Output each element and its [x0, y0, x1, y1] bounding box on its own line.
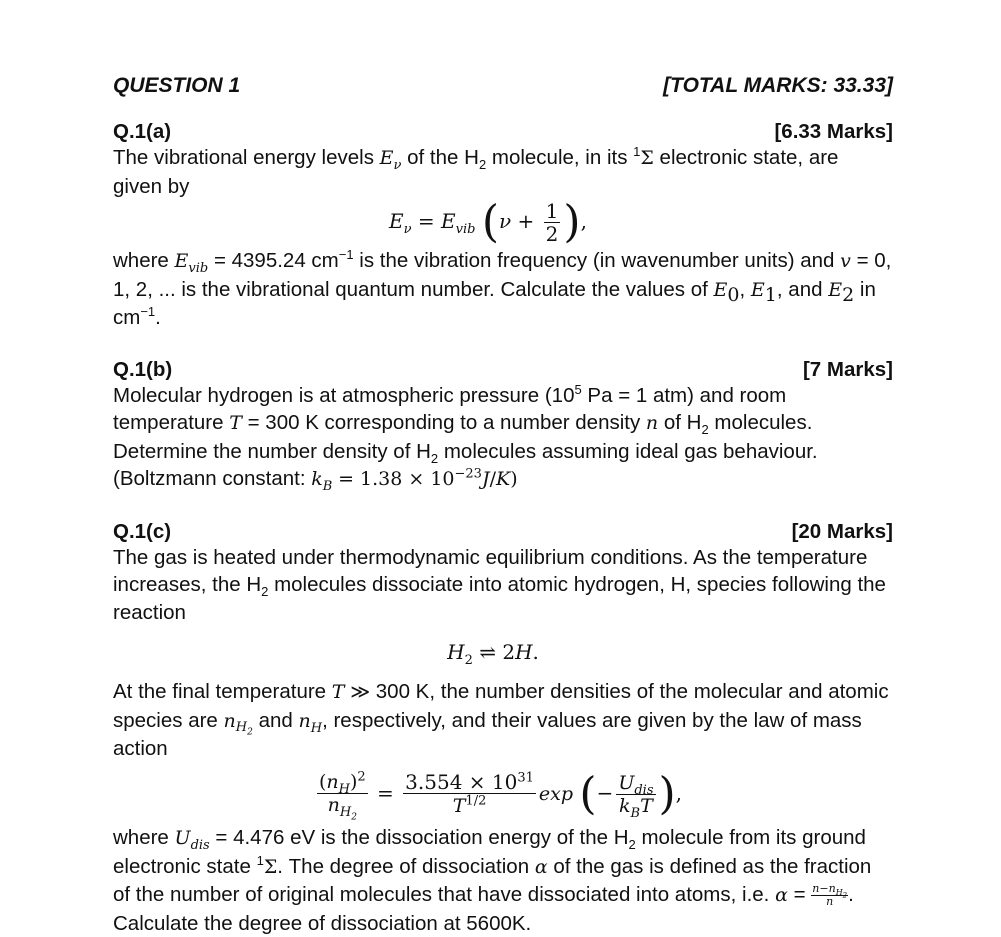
part-c-header [113, 520, 893, 544]
question-header [113, 74, 893, 98]
part-c-where: where $U_{dis} = 4.476$ eV is the dissociation energy of the $H_2$ molecule from its ground electronic state $^1$Σ. The degree of dissociation α of the gas is defined as the fraction of the number of original molecules that have dissociated into atoms, i.e. α = $\frac{n-n_{H_2}}{n}$ . Calculate the degree of dissociation at 5600K. [113, 826, 872, 935]
part-b-text: Molecular hydrogen is at atmospheric pressure ($10^5$ Pa = 1 atm) and room temperature T = 300 K corresponding to a number density n of $H_2$ molecules. Determine the number density of $H_2$ molecules assuming ideal gas behaviour. (Boltzmann constant: $k_B = 1.38 \times 10^{-23}J/K$) [113, 381, 818, 494]
part-a-header [113, 120, 893, 144]
part-b-header [113, 358, 893, 382]
total-marks: [TOTAL MARKS: 33.33] [663, 74, 893, 97]
part-a-where: where $E_{vib} = 4395.24$ $cm^{-1}$ is the vibration frequency (in wavenumber units) and v = 0, 1, 2, ... is the vibrational quantum number. Calculate the values of $E_0$, $E_1$, and $E_2$ in $cm^{-1}$. [113, 247, 892, 329]
part-a-label: Q.1(a) [113, 120, 172, 143]
dissociation-reaction: $H_2$ ⇌ 2H. [447, 640, 539, 668]
part-b-label: Q.1(b) [113, 357, 173, 381]
part-c-intro: The gas is heated under thermodynamic equilibrium conditions. As the temperature increases, the $H_2$ molecules dissociate into atomic hydrogen, H, species following the reaction [113, 545, 886, 624]
question-title: QUESTION 1 [113, 74, 241, 97]
part-a-marks: [6.33 Marks] [774, 120, 893, 143]
question-page [113, 74, 893, 937]
part-b-marks: [7 Marks] [802, 357, 893, 381]
part-c-mass-action-intro: At the final temperature T ≫ 300 K, the number densities of the molecular and atomic species are $n_{H_2}$ and $n_H$, respectively, and their values are given by the law of mass action [113, 680, 889, 760]
part-c-label: Q.1(c) [113, 519, 172, 543]
mass-action-equation: $\frac{(n_H)^2}{n_{H_2}}$ = $\frac{3.554 \times 10^{31}}{T^{1/2}}$ exp (− $\frac{U_{dis}}{k_BT}$ ), [318, 768, 683, 823]
part-c-marks: [20 Marks] [791, 519, 893, 543]
vibrational-energy-equation: $E_\nu = E_{vib}$ (ν + $\frac{1}{2}$ ), [389, 196, 587, 248]
part-a-intro: The vibrational energy levels $E_\nu$ of the $H_2$ molecule, in its $^1$Σ electronic state, are given by [113, 144, 839, 198]
